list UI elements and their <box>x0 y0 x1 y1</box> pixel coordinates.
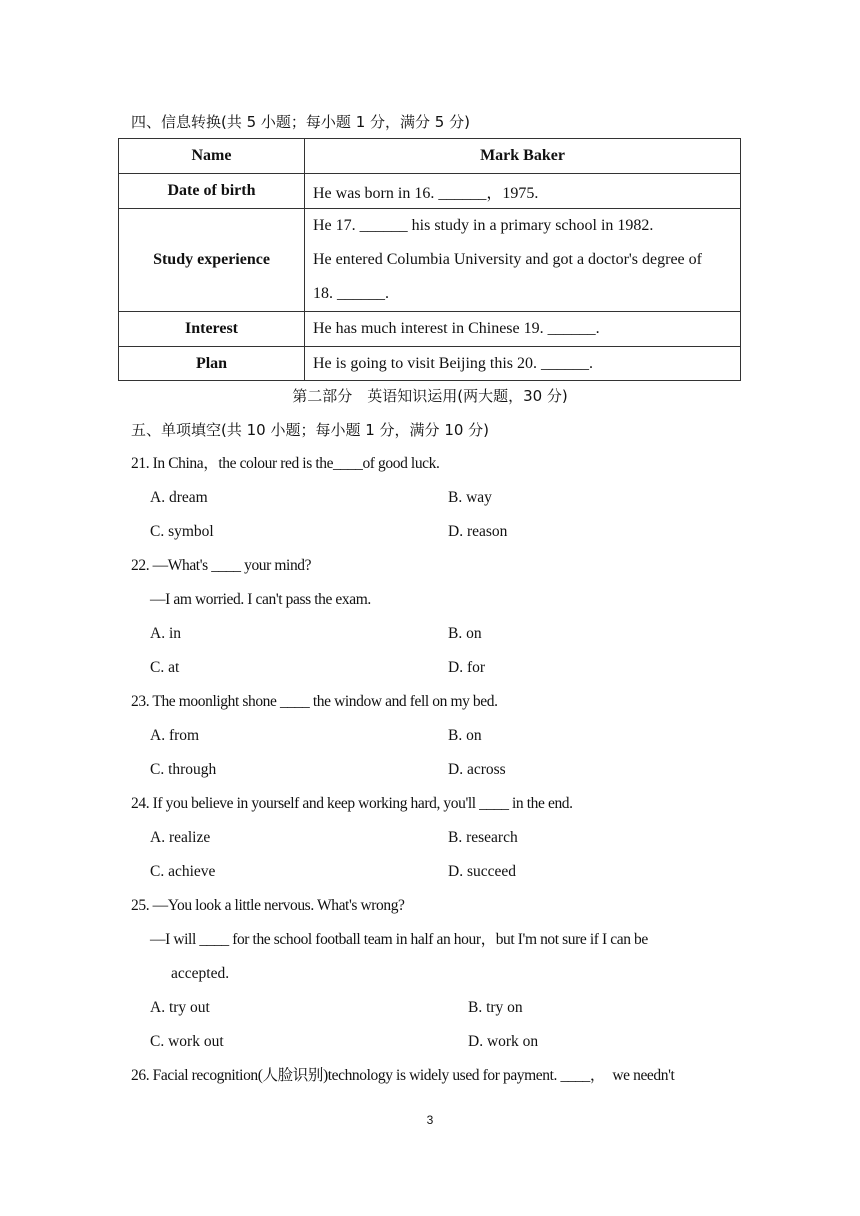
question-26-stem: 26. Facial recognition(人脸识别)technology is widely used for payment. ____， we needn't <box>131 1067 675 1084</box>
option-b: B. way <box>448 489 492 506</box>
option-b: B. try on <box>468 999 523 1016</box>
part2-title: 第二部分 英语知识运用(两大题，30 分) <box>292 387 568 405</box>
option-d: D. work on <box>468 1033 539 1050</box>
option-b: B. on <box>448 625 482 642</box>
option-d: D. across <box>448 761 506 778</box>
study-line-2: He entered Columbia University and got a doctor's degree of <box>313 251 702 268</box>
option-a: A. from <box>150 727 200 744</box>
question-25-reply-cont: accepted. <box>171 965 230 982</box>
option-c: C. work out <box>150 1033 224 1050</box>
row-value <box>305 209 741 312</box>
row-label: Plan <box>119 347 305 381</box>
option-a: A. realize <box>150 829 211 846</box>
question-22-reply: —I am worried. I can't pass the exam. <box>150 591 371 608</box>
option-a: A. try out <box>150 999 210 1016</box>
section5-title: 五、单项填空(共 10 小题；每小题 1 分，满分 10 分) <box>131 421 490 439</box>
info-table <box>118 138 741 381</box>
option-b: B. on <box>448 727 482 744</box>
row-value: Mark Baker <box>305 139 741 174</box>
question-25-stem: 25. —You look a little nervous. What's wrong? <box>131 897 405 914</box>
option-d: D. for <box>448 659 486 676</box>
question-22-stem: 22. —What's ____ your mind? <box>131 557 312 574</box>
option-d: D. succeed <box>448 863 516 880</box>
option-d: D. reason <box>448 523 508 540</box>
row-label: Date of birth <box>119 174 305 209</box>
option-a: A. in <box>150 625 181 642</box>
table-row <box>119 139 741 174</box>
page-number: 3 <box>426 1113 434 1127</box>
option-c: C. at <box>150 659 180 676</box>
option-c: C. through <box>150 761 217 778</box>
question-24-stem: 24. If you believe in yourself and keep working hard, you'll ____ in the end. <box>131 795 573 812</box>
table-row <box>119 312 741 347</box>
option-b: B. research <box>448 829 518 846</box>
question-25-reply: —I will ____ for the school football team in half an hour，but I'm not sure if I can be <box>150 931 648 948</box>
option-a: A. dream <box>150 489 208 506</box>
study-line-3: 18. ______. <box>313 285 389 302</box>
table-row <box>119 174 741 209</box>
option-c: C. symbol <box>150 523 214 540</box>
row-value: He was born in 16. ______，1975. <box>305 174 741 209</box>
row-label: Name <box>119 139 305 174</box>
question-21-stem: 21. In China，the colour red is the____of good luck. <box>131 455 440 472</box>
row-label: Study experience <box>119 209 305 312</box>
option-c: C. achieve <box>150 863 216 880</box>
table-row <box>119 347 741 381</box>
row-value: He is going to visit Beijing this 20. ______. <box>305 347 741 381</box>
table-row <box>119 209 741 312</box>
study-line-1: He 17. ______ his study in a primary school in 1982. <box>313 217 654 234</box>
question-23-stem: 23. The moonlight shone ____ the window and fell on my bed. <box>131 693 498 710</box>
section4-title: 四、信息转换(共 5 小题；每小题 1 分，满分 5 分) <box>131 113 470 131</box>
row-label: Interest <box>119 312 305 347</box>
row-value: He has much interest in Chinese 19. ______. <box>305 312 741 347</box>
